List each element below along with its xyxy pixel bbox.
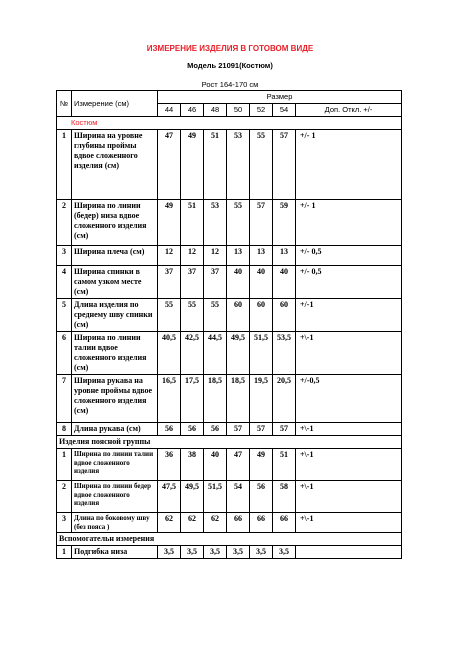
section-title: Изделия поясной группы <box>57 436 402 449</box>
section-title: Вспомогательн измерения <box>57 533 402 546</box>
header-size-value: 50 <box>227 104 250 117</box>
row-number: 5 <box>57 299 72 332</box>
size-value: 57 <box>273 423 296 436</box>
header-tolerance: Доп. Откл. +/- <box>296 104 402 117</box>
size-value: 55 <box>204 299 227 332</box>
row-number: 3 <box>57 513 72 533</box>
size-value: 17,5 <box>181 375 204 423</box>
size-value: 53 <box>227 130 250 200</box>
size-value: 40 <box>227 266 250 299</box>
tolerance-value: +\-1 <box>296 513 402 533</box>
document-title: ИЗМЕРЕНИЕ ИЗДЕЛИЯ В ГОТОВОМ ВИДЕ <box>146 44 314 53</box>
table-row <box>57 266 402 299</box>
table-row <box>57 423 402 436</box>
size-value: 51 <box>181 200 204 246</box>
size-value: 66 <box>227 513 250 533</box>
size-value: 57 <box>250 200 273 246</box>
size-value: 40 <box>204 449 227 481</box>
row-number: 2 <box>57 481 72 513</box>
size-value: 56 <box>204 423 227 436</box>
size-value: 66 <box>273 513 296 533</box>
size-value: 3,5 <box>250 546 273 559</box>
measure-name: Длина изделия по среднему шву спинки (см) <box>72 299 158 332</box>
size-value: 62 <box>204 513 227 533</box>
size-value: 55 <box>250 130 273 200</box>
size-value: 3,5 <box>227 546 250 559</box>
tolerance-value: +/- 1 <box>296 200 402 246</box>
measure-name: Ширина по линии бедер вдвое сложенного изделия <box>72 481 158 513</box>
size-value: 49 <box>158 200 181 246</box>
size-value: 44,5 <box>204 332 227 375</box>
measure-name: Ширина по линии талии вдвое сложенного изделия (см) <box>72 332 158 375</box>
size-value: 58 <box>273 481 296 513</box>
row-number: 1 <box>57 130 72 200</box>
size-value: 40 <box>273 266 296 299</box>
size-value: 55 <box>227 200 250 246</box>
size-value: 37 <box>158 266 181 299</box>
header-num: № <box>57 91 72 117</box>
measurement-table <box>56 90 402 559</box>
size-value: 38 <box>181 449 204 481</box>
row-number: 1 <box>57 546 72 559</box>
size-value: 51,5 <box>204 481 227 513</box>
table-row <box>57 130 402 200</box>
table-row <box>57 449 402 481</box>
size-value: 62 <box>181 513 204 533</box>
size-value: 55 <box>158 299 181 332</box>
section-row <box>57 533 402 546</box>
row-number: 8 <box>57 423 72 436</box>
tolerance-value: +/-0,5 <box>296 375 402 423</box>
size-value: 36 <box>158 449 181 481</box>
size-value: 51,5 <box>250 332 273 375</box>
size-value: 18,5 <box>227 375 250 423</box>
size-value: 66 <box>250 513 273 533</box>
size-value: 13 <box>250 246 273 266</box>
measure-name: Длина по боковому шву (без пояса ) <box>72 513 158 533</box>
size-value: 12 <box>204 246 227 266</box>
header-size-value: 52 <box>250 104 273 117</box>
size-value: 3,5 <box>273 546 296 559</box>
size-value: 3,5 <box>204 546 227 559</box>
size-value: 57 <box>273 130 296 200</box>
size-value: 16,5 <box>158 375 181 423</box>
row-number: 3 <box>57 246 72 266</box>
measure-name: Длина рукава (см) <box>72 423 158 436</box>
measure-name: Подгибка низа <box>72 546 158 559</box>
tolerance-value: +\-1 <box>296 332 402 375</box>
row-number: 7 <box>57 375 72 423</box>
size-value: 3,5 <box>158 546 181 559</box>
section-title: Костюм <box>57 117 402 130</box>
tolerance-value: +/- 1 <box>296 130 402 200</box>
size-value: 37 <box>181 266 204 299</box>
size-value: 57 <box>227 423 250 436</box>
row-number: 1 <box>57 449 72 481</box>
size-value: 55 <box>181 299 204 332</box>
measure-name: Ширина плеча (см) <box>72 246 158 266</box>
size-value: 18,5 <box>204 375 227 423</box>
size-value: 40,5 <box>158 332 181 375</box>
size-value: 40 <box>250 266 273 299</box>
measure-name: Ширина рукава на уровне проймы вдвое сложенного изделия (см) <box>72 375 158 423</box>
size-value: 13 <box>227 246 250 266</box>
table-row <box>57 481 402 513</box>
size-value: 56 <box>181 423 204 436</box>
tolerance-value: +/-1 <box>296 299 402 332</box>
size-value: 49 <box>250 449 273 481</box>
size-value: 60 <box>250 299 273 332</box>
table-row <box>57 246 402 266</box>
size-value: 12 <box>158 246 181 266</box>
size-value: 53 <box>204 200 227 246</box>
tolerance-value <box>296 546 402 559</box>
size-value: 49,5 <box>227 332 250 375</box>
size-value: 19,5 <box>250 375 273 423</box>
size-value: 60 <box>273 299 296 332</box>
row-number: 6 <box>57 332 72 375</box>
size-value: 12 <box>181 246 204 266</box>
header-size-value: 46 <box>181 104 204 117</box>
size-value: 53,5 <box>273 332 296 375</box>
model-name: Модель 21091(Костюм) <box>187 61 273 70</box>
table-body <box>57 117 402 559</box>
section-row <box>57 436 402 449</box>
table-row <box>57 513 402 533</box>
tolerance-value: +/- 0,5 <box>296 266 402 299</box>
header-size: Размер <box>158 91 402 104</box>
header-row-1 <box>57 91 402 104</box>
size-value: 3,5 <box>181 546 204 559</box>
row-number: 2 <box>57 200 72 246</box>
section-row <box>57 117 402 130</box>
size-value: 49 <box>181 130 204 200</box>
table-row <box>57 299 402 332</box>
row-number: 4 <box>57 266 72 299</box>
tolerance-value: +\-1 <box>296 481 402 513</box>
size-value: 51 <box>204 130 227 200</box>
tolerance-value: +\-1 <box>296 423 402 436</box>
size-value: 59 <box>273 200 296 246</box>
size-value: 42,5 <box>181 332 204 375</box>
header-size-value: 54 <box>273 104 296 117</box>
size-value: 62 <box>158 513 181 533</box>
tolerance-value: +\-1 <box>296 449 402 481</box>
size-value: 57 <box>250 423 273 436</box>
measure-name: Ширина на уровне глубины проймы вдвое сложенного изделия (см) <box>72 130 158 200</box>
table-row <box>57 546 402 559</box>
size-value: 54 <box>227 481 250 513</box>
size-value: 20,5 <box>273 375 296 423</box>
size-value: 56 <box>158 423 181 436</box>
size-value: 49,5 <box>181 481 204 513</box>
measure-name: Ширина по линии (бедер) низа вдвое сложенного изделия (см) <box>72 200 158 246</box>
size-value: 51 <box>273 449 296 481</box>
size-value: 37 <box>204 266 227 299</box>
header-size-value: 48 <box>204 104 227 117</box>
height-range: Рост 164-170 см <box>201 80 259 89</box>
table-row <box>57 200 402 246</box>
size-value: 47,5 <box>158 481 181 513</box>
table-row <box>57 332 402 375</box>
measure-name: Ширина по линии талии вдвое сложенного изделия <box>72 449 158 481</box>
table-row <box>57 375 402 423</box>
size-value: 47 <box>158 130 181 200</box>
header-size-value: 44 <box>158 104 181 117</box>
header-measure: Измерение (см) <box>72 91 158 117</box>
size-value: 60 <box>227 299 250 332</box>
size-value: 13 <box>273 246 296 266</box>
size-value: 47 <box>227 449 250 481</box>
measure-name: Ширина спинки в самом узком месте (см) <box>72 266 158 299</box>
size-value: 56 <box>250 481 273 513</box>
tolerance-value: +/- 0,5 <box>296 246 402 266</box>
